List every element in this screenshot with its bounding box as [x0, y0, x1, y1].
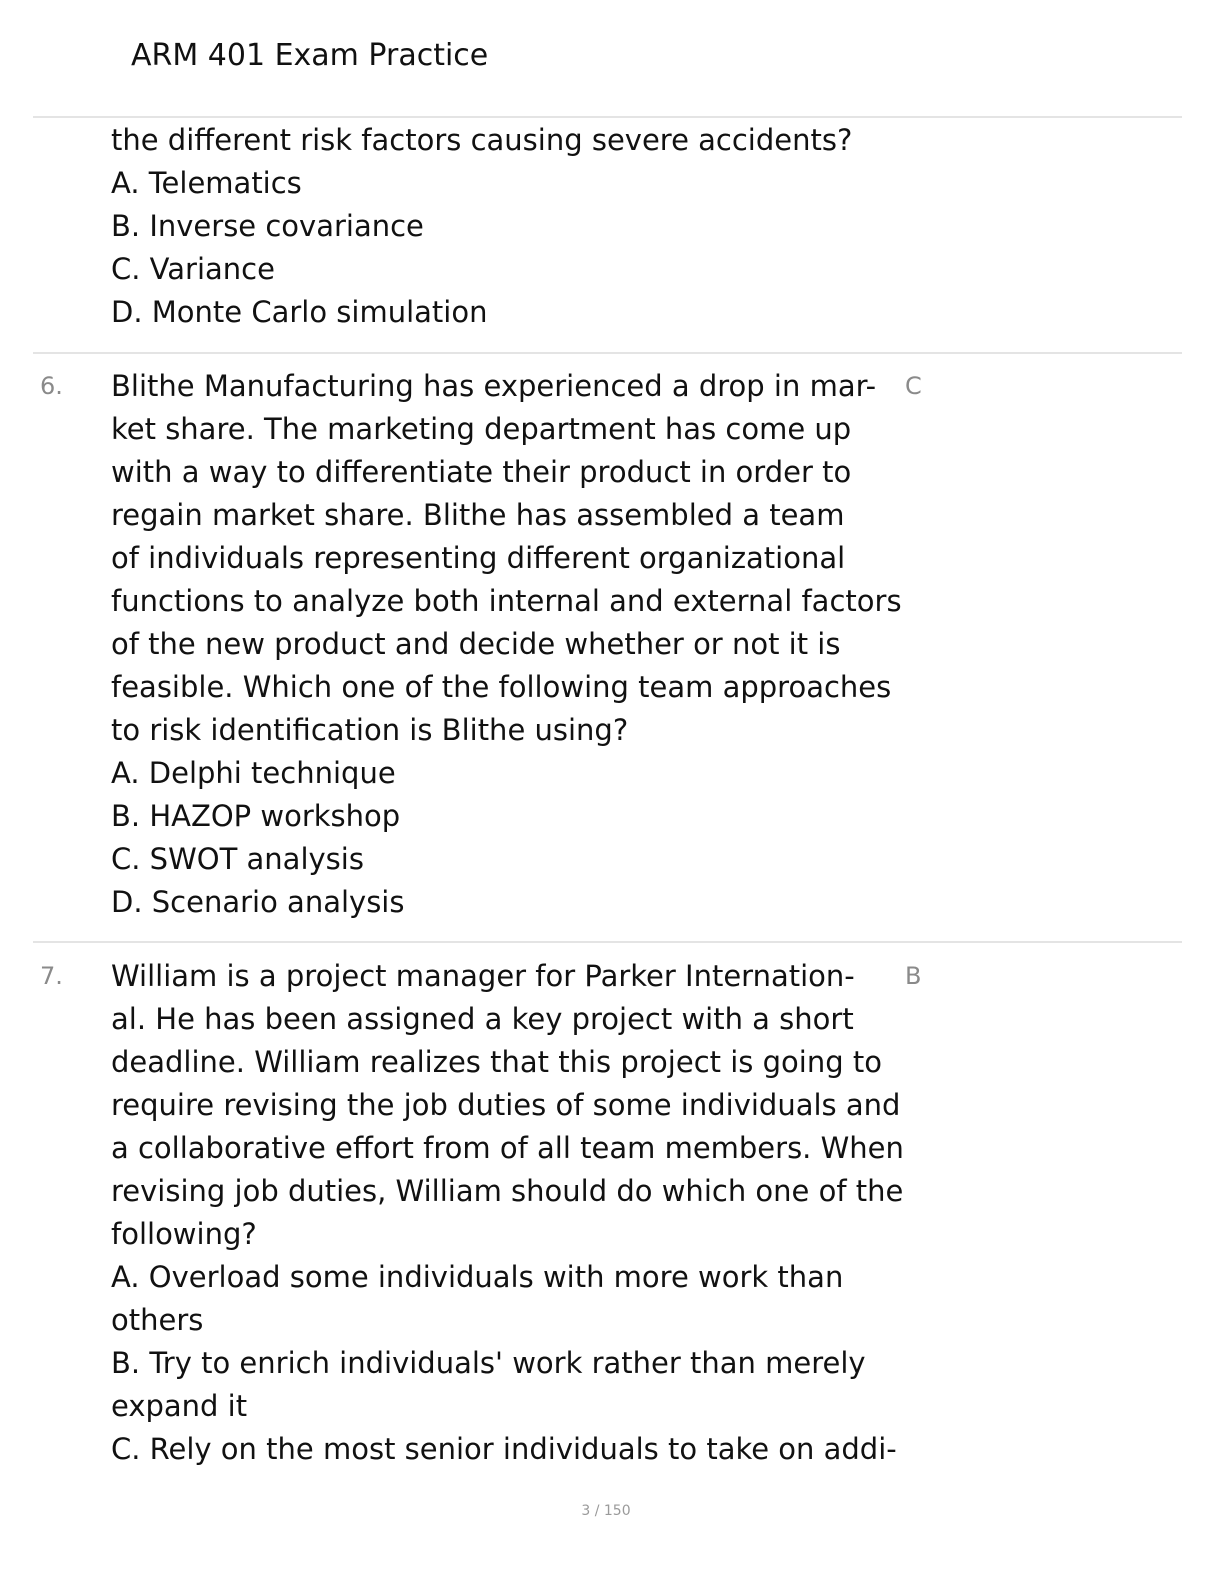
- question-stem-line: regain market share. Blithe has assembled a team: [111, 498, 845, 532]
- divider: [33, 116, 1182, 118]
- divider: [33, 941, 1182, 943]
- question-stem-line: of the new product and decide whether or not it is: [111, 627, 841, 661]
- answer-option: A. Telematics: [111, 166, 302, 200]
- answer-option: D. Monte Carlo simulation: [111, 295, 488, 329]
- answer-option: expand it: [111, 1389, 248, 1423]
- answer-key: C: [905, 372, 922, 400]
- divider: [33, 352, 1182, 354]
- answer-key: B: [905, 962, 922, 990]
- question-number: 7.: [40, 962, 63, 990]
- question-stem-line: following?: [111, 1217, 257, 1251]
- question-stem-line: of individuals representing different organizational: [111, 541, 846, 575]
- answer-option: C. SWOT analysis: [111, 842, 364, 876]
- page-number: 3 / 150: [581, 1503, 631, 1519]
- question-7: [111, 955, 911, 1471]
- answer-option: D. Scenario analysis: [111, 885, 405, 919]
- question-5-continued: [111, 119, 911, 334]
- question-stem-line: Blithe Manufacturing has experienced a drop in mar-: [111, 369, 877, 403]
- question-stem-line: al. He has been assigned a key project with a short: [111, 1002, 854, 1036]
- question-6: [111, 365, 911, 924]
- question-stem-line: functions to analyze both internal and external factors: [111, 584, 902, 618]
- question-stem-line: a collaborative effort from of all team members. When: [111, 1131, 904, 1165]
- question-stem-line: revising job duties, William should do which one of the: [111, 1174, 904, 1208]
- question-stem-line: require revising the job duties of some individuals and: [111, 1088, 901, 1122]
- question-stem-line: deadline. William realizes that this project is going to: [111, 1045, 882, 1079]
- answer-option: A. Overload some individuals with more work than: [111, 1260, 844, 1294]
- answer-option: others: [111, 1303, 204, 1337]
- answer-option: C. Variance: [111, 252, 275, 286]
- question-stem-line: feasible. Which one of the following team approaches: [111, 670, 892, 704]
- question-stem-line: William is a project manager for Parker Internation-: [111, 959, 855, 993]
- question-stem-line: to risk identification is Blithe using?: [111, 713, 629, 747]
- answer-option: B. Inverse covariance: [111, 209, 424, 243]
- answer-option: B. Try to enrich individuals' work rather than merely: [111, 1346, 866, 1380]
- answer-option: B. HAZOP workshop: [111, 799, 401, 833]
- document-title: ARM 401 Exam Practice: [131, 38, 489, 73]
- question-stem-line: the different risk factors causing severe accidents?: [111, 123, 853, 157]
- question-stem-line: ket share. The marketing department has come up: [111, 412, 852, 446]
- answer-option: A. Delphi technique: [111, 756, 396, 790]
- question-number: 6.: [40, 372, 63, 400]
- question-stem-line: with a way to differentiate their product in order to: [111, 455, 852, 489]
- answer-option: C. Rely on the most senior individuals to take on addi-: [111, 1432, 897, 1466]
